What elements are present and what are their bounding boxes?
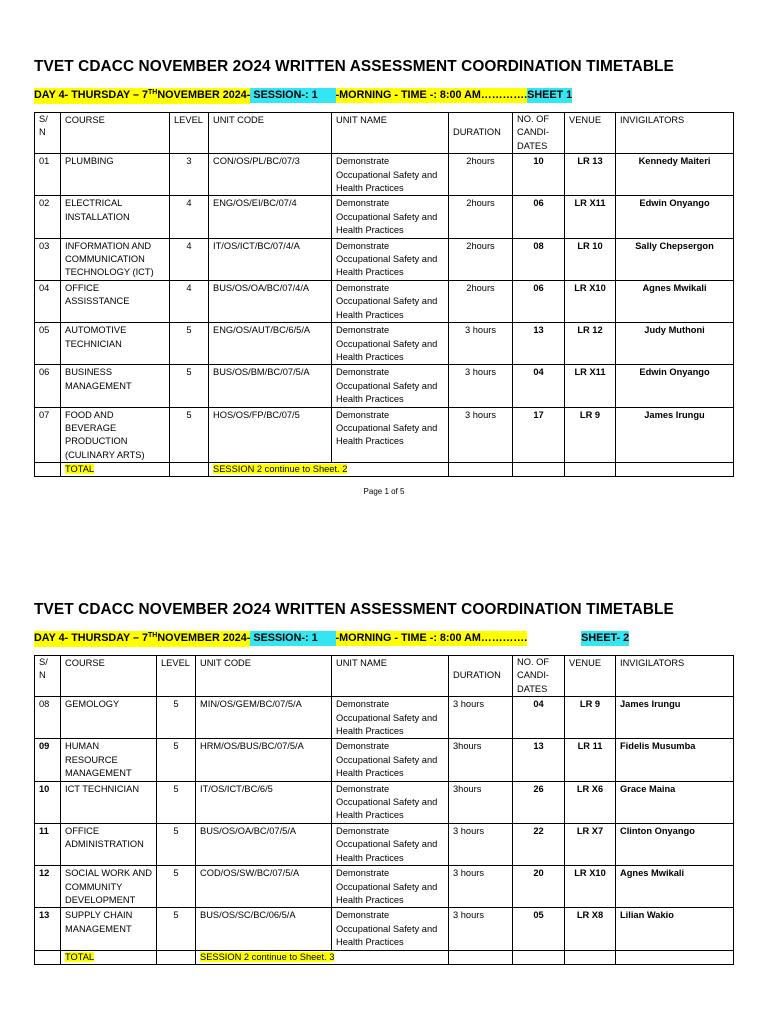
- cell-venue: LR X10: [565, 280, 616, 322]
- cell-sn: 11: [35, 823, 61, 865]
- cell-venue: [565, 950, 616, 964]
- cell-unit-name: Demonstrate Occupational Safety and Health Practices: [332, 365, 449, 407]
- cell-invigilator: Kennedy Maiteri: [616, 154, 734, 196]
- cell-invigilator: Agnes Mwikali: [616, 866, 734, 908]
- table-row: [35, 323, 734, 365]
- session-header: [34, 88, 572, 103]
- cell-unit-code: CON/OS/PL/BC/07/3: [209, 154, 332, 196]
- cell-course: ICT TECHNICIAN: [61, 781, 157, 823]
- cell-venue: LR 13: [565, 154, 616, 196]
- table-header: [35, 113, 734, 154]
- cell-venue: LR 12: [565, 323, 616, 365]
- session-label: SESSION-: 1: [250, 632, 336, 644]
- table-row: [35, 697, 734, 739]
- cell-unit-code: BUS/OS/OA/BC/07/4/A: [209, 280, 332, 322]
- cell-sn: 10: [35, 781, 61, 823]
- table-header: [35, 656, 734, 697]
- cell-sn: 06: [35, 365, 61, 407]
- cell-unit-code: HRM/OS/BUS/BC/07/5/A: [196, 739, 332, 781]
- cell-unit-name: Demonstrate Occupational Safety and Health Practices: [332, 697, 449, 739]
- cell-invigilator: Sally Chepsergon: [616, 238, 734, 280]
- cell-level: 5: [157, 739, 196, 781]
- cell-continue-note: [209, 463, 449, 477]
- cell-sn: 05: [35, 323, 61, 365]
- cell-sn: 07: [35, 407, 61, 463]
- col-course: COURSE: [61, 113, 170, 154]
- cell-sn: 08: [35, 697, 61, 739]
- cell-duration: [449, 950, 513, 964]
- cell-invigilator: [616, 950, 734, 964]
- cell-level: 4: [170, 280, 209, 322]
- cell-course: AUTOMOTIVE TECHNICIAN: [61, 323, 170, 365]
- cell-course: SUPPLY CHAIN MANAGEMENT: [61, 908, 157, 950]
- cell-candidates: 13: [513, 739, 565, 781]
- col-level: LEVEL: [157, 656, 196, 697]
- cell-venue: [565, 463, 616, 477]
- total-label: TOTAL: [65, 951, 95, 962]
- cell-course: PLUMBING: [61, 154, 170, 196]
- cell-duration: 3hours: [449, 781, 513, 823]
- sheet-label: SHEET- 2: [581, 632, 630, 644]
- cell-venue: LR X10: [565, 866, 616, 908]
- cell-candidates: 06: [513, 196, 565, 238]
- cell-duration: 3 hours: [449, 697, 513, 739]
- continue-note: SESSION 2 continue to Sheet. 3: [200, 951, 335, 962]
- cell-unit-name: Demonstrate Occupational Safety and Health Practices: [332, 196, 449, 238]
- table-row: [35, 739, 734, 781]
- cell-total: [61, 463, 170, 477]
- session-label: SESSION-: 1: [250, 89, 336, 101]
- cell-level: 3: [170, 154, 209, 196]
- cell-unit-name: Demonstrate Occupational Safety and Health Practices: [332, 908, 449, 950]
- col-invigilators: INVIGILATORS: [616, 113, 734, 154]
- cell-candidates: 17: [513, 407, 565, 463]
- col-duration: DURATION: [449, 656, 513, 697]
- cell-venue: LR 11: [565, 739, 616, 781]
- table-row: [35, 280, 734, 322]
- session-header: [34, 631, 629, 646]
- cell-unit-code: BUS/OS/SC/BC/06/5/A: [196, 908, 332, 950]
- total-row: [35, 950, 734, 964]
- cell-level: 4: [170, 196, 209, 238]
- col-unit-name: UNIT NAME: [332, 113, 449, 154]
- cell-level: 5: [157, 866, 196, 908]
- cell-sn: [35, 463, 61, 477]
- cell-unit-name: Demonstrate Occupational Safety and Health Practices: [332, 280, 449, 322]
- cell-venue: LR X7: [565, 823, 616, 865]
- cell-level: 5: [157, 908, 196, 950]
- cell-unit-name: Demonstrate Occupational Safety and Health Practices: [332, 154, 449, 196]
- cell-sn: 13: [35, 908, 61, 950]
- cell-candidates: 04: [513, 697, 565, 739]
- table-row: [35, 407, 734, 463]
- table-row: [35, 365, 734, 407]
- total-row: [35, 463, 734, 477]
- cell-unit-code: ENG/OS/AUT/BC/6/5/A: [209, 323, 332, 365]
- cell-venue: LR X11: [565, 365, 616, 407]
- cell-invigilator: Judy Muthoni: [616, 323, 734, 365]
- cell-level: 5: [157, 697, 196, 739]
- cell-invigilator: Clinton Onyango: [616, 823, 734, 865]
- cell-level: [170, 463, 209, 477]
- cell-invigilator: James Irungu: [616, 407, 734, 463]
- time-label: -MORNING - TIME -: 8:00 AM………….: [335, 89, 528, 101]
- cell-unit-name: Demonstrate Occupational Safety and Health Practices: [332, 739, 449, 781]
- cell-unit-code: ENG/OS/EI/BC/07/4: [209, 196, 332, 238]
- col-course: COURSE: [61, 656, 157, 697]
- page-title: TVET CDACC NOVEMBER 2O24 WRITTEN ASSESSMENT COORDINATION TIMETABLE: [34, 58, 674, 75]
- cell-unit-code: COD/OS/SW/BC/07/5/A: [196, 866, 332, 908]
- table-row: [35, 908, 734, 950]
- cell-invigilator: [616, 463, 734, 477]
- cell-course: GEMOLOGY: [61, 697, 157, 739]
- cell-sn: 12: [35, 866, 61, 908]
- page-title: TVET CDACC NOVEMBER 2O24 WRITTEN ASSESSMENT COORDINATION TIMETABLE: [34, 601, 674, 618]
- cell-unit-name: Demonstrate Occupational Safety and Health Practices: [332, 238, 449, 280]
- sheet-label: SHEET 1: [527, 89, 573, 101]
- cell-candidates: [513, 950, 565, 964]
- timetable: [34, 112, 734, 477]
- table-row: [35, 823, 734, 865]
- col-sn: S/ N: [35, 113, 61, 154]
- cell-unit-code: HOS/OS/FP/BC/07/5: [209, 407, 332, 463]
- cell-candidates: 08: [513, 238, 565, 280]
- cell-course: INFORMATION AND COMMUNICATION TECHNOLOGY (ICT): [61, 238, 170, 280]
- cell-venue: LR 9: [565, 407, 616, 463]
- cell-duration: 3 hours: [449, 823, 513, 865]
- cell-candidates: 13: [513, 323, 565, 365]
- cell-unit-code: MIN/OS/GEM/BC/07/5/A: [196, 697, 332, 739]
- cell-sn: 02: [35, 196, 61, 238]
- cell-duration: [449, 463, 513, 477]
- col-candidates: NO. OF CANDI- DATES: [513, 656, 565, 697]
- cell-candidates: 20: [513, 866, 565, 908]
- cell-level: [157, 950, 196, 964]
- cell-venue: LR 9: [565, 697, 616, 739]
- cell-course: ELECTRICAL INSTALLATION: [61, 196, 170, 238]
- cell-venue: LR 10: [565, 238, 616, 280]
- cell-venue: LR X11: [565, 196, 616, 238]
- cell-duration: 3hours: [449, 739, 513, 781]
- cell-unit-code: BUS/OS/OA/BC/07/5/A: [196, 823, 332, 865]
- cell-venue: LR X6: [565, 781, 616, 823]
- cell-invigilator: Agnes Mwikali: [616, 280, 734, 322]
- cell-sn: 01: [35, 154, 61, 196]
- cell-course: BUSINESS MANAGEMENT: [61, 365, 170, 407]
- col-level: LEVEL: [170, 113, 209, 154]
- cell-duration: 2hours: [449, 154, 513, 196]
- col-venue: VENUE: [565, 113, 616, 154]
- cell-candidates: 10: [513, 154, 565, 196]
- cell-candidates: 06: [513, 280, 565, 322]
- cell-candidates: 05: [513, 908, 565, 950]
- cell-sn: 03: [35, 238, 61, 280]
- time-label: -MORNING - TIME -: 8:00 AM………….: [335, 632, 528, 644]
- cell-duration: 2hours: [449, 238, 513, 280]
- cell-candidates: 26: [513, 781, 565, 823]
- col-sn: S/ N: [35, 656, 61, 697]
- cell-unit-code: IT/OS/ICT/BC/07/4/A: [209, 238, 332, 280]
- cell-course: OFFICE ADMINISTRATION: [61, 823, 157, 865]
- total-label: TOTAL: [65, 464, 95, 475]
- cell-invigilator: Edwin Onyango: [616, 196, 734, 238]
- cell-unit-name: Demonstrate Occupational Safety and Health Practices: [332, 323, 449, 365]
- cell-course: HUMAN RESOURCE MANAGEMENT: [61, 739, 157, 781]
- cell-course: OFFICE ASSISSTANCE: [61, 280, 170, 322]
- table-row: [35, 154, 734, 196]
- table-row: [35, 781, 734, 823]
- col-unit-code: UNIT CODE: [196, 656, 332, 697]
- cell-sn: [35, 950, 61, 964]
- cell-venue: LR X8: [565, 908, 616, 950]
- day-label: DAY 4- THURSDAY – 7THNOVEMBER 2024-: [34, 631, 250, 647]
- cell-invigilator: Fidelis Musumba: [616, 739, 734, 781]
- continue-note: SESSION 2 continue to Sheet. 2: [213, 464, 348, 475]
- cell-candidates: 22: [513, 823, 565, 865]
- col-venue: VENUE: [565, 656, 616, 697]
- cell-sn: 04: [35, 280, 61, 322]
- cell-duration: 3 hours: [449, 908, 513, 950]
- cell-invigilator: Edwin Onyango: [616, 365, 734, 407]
- cell-unit-code: IT/OS/ICT/BC/6/5: [196, 781, 332, 823]
- col-invigilators: INVIGILATORS: [616, 656, 734, 697]
- cell-unit-name: Demonstrate Occupational Safety and Health Practices: [332, 823, 449, 865]
- cell-candidates: 04: [513, 365, 565, 407]
- cell-level: 5: [170, 365, 209, 407]
- cell-level: 5: [157, 781, 196, 823]
- cell-duration: 3 hours: [449, 365, 513, 407]
- cell-candidates: [513, 463, 565, 477]
- cell-sn: 09: [35, 739, 61, 781]
- col-candidates: NO. OF CANDI- DATES: [513, 113, 565, 154]
- cell-unit-name: Demonstrate Occupational Safety and Health Practices: [332, 407, 449, 463]
- cell-unit-name: Demonstrate Occupational Safety and Health Practices: [332, 866, 449, 908]
- cell-continue-note: [196, 950, 449, 964]
- cell-total: [61, 950, 157, 964]
- cell-level: 4: [170, 238, 209, 280]
- table-row: [35, 866, 734, 908]
- cell-invigilator: Lilian Wakio: [616, 908, 734, 950]
- cell-duration: 2hours: [449, 196, 513, 238]
- day-label: DAY 4- THURSDAY – 7THNOVEMBER 2024-: [34, 88, 250, 104]
- col-unit-code: UNIT CODE: [209, 113, 332, 154]
- cell-invigilator: Grace Maina: [616, 781, 734, 823]
- table-row: [35, 238, 734, 280]
- cell-level: 5: [170, 323, 209, 365]
- cell-level: 5: [170, 407, 209, 463]
- col-unit-name: UNIT NAME: [332, 656, 449, 697]
- cell-duration: 2hours: [449, 280, 513, 322]
- cell-unit-name: Demonstrate Occupational Safety and Health Practices: [332, 781, 449, 823]
- table-row: [35, 196, 734, 238]
- cell-duration: 3 hours: [449, 407, 513, 463]
- cell-duration: 3 hours: [449, 323, 513, 365]
- cell-course: SOCIAL WORK AND COMMUNITY DEVELOPMENT: [61, 866, 157, 908]
- page-footer: Page 1 of 5: [363, 487, 405, 496]
- cell-invigilator: James Irungu: [616, 697, 734, 739]
- cell-course: FOOD AND BEVERAGE PRODUCTION (CULINARY ARTS): [61, 407, 170, 463]
- timetable: [34, 655, 734, 965]
- cell-unit-code: BUS/OS/BM/BC/07/5/A: [209, 365, 332, 407]
- col-duration: DURATION: [449, 113, 513, 154]
- cell-duration: 3 hours: [449, 866, 513, 908]
- cell-level: 5: [157, 823, 196, 865]
